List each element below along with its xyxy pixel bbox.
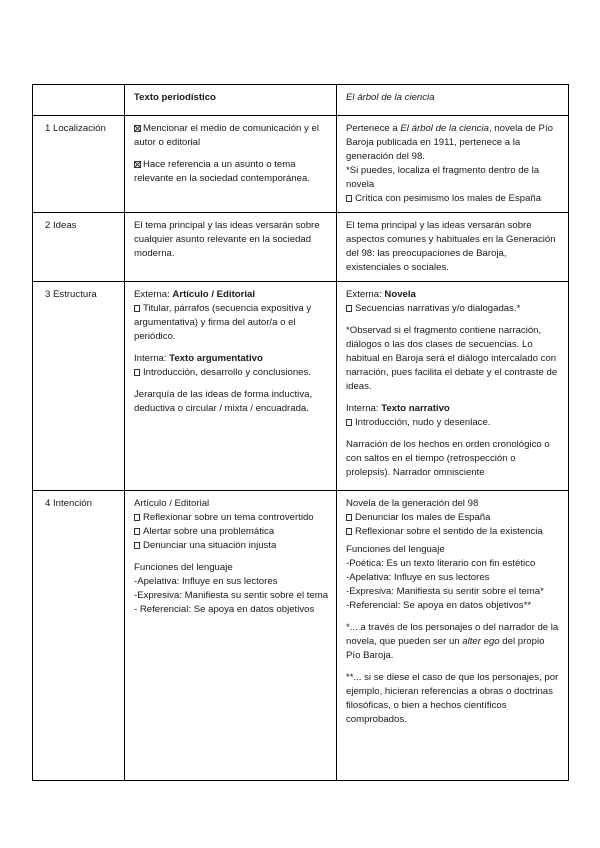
list-item: Titular, párrafos (secuencia expositiva y argumentativa) y firma del autor/a o el periódico. [134,303,312,342]
box-icon [346,514,352,521]
row-label-ideas: 2 Ideas [33,213,125,282]
box-icon [346,419,352,426]
box-icon [134,514,140,521]
row-label-localizacion: 1 Localización [33,116,125,213]
paragraph: Funciones del lenguaje [346,544,445,555]
cell-localizacion-periodistico [125,116,337,213]
cell-intencion-arbol [337,491,569,781]
paragraph: Pertenece a El árbol de la ciencia, novela de Pío Baroja publicada en 1911, pertenece a la generación del 98. [346,123,553,162]
paragraph: El tema principal y las ideas versarán sobre cualquier asunto relevante en la sociedad moderna. [134,220,320,259]
paragraph: Externa: Novela [346,289,416,300]
list-item: Reflexionar sobre un tema controvertido [134,511,329,525]
header-empty-cell [33,85,125,116]
list-item: Reflexionar sobre el sentido de la existencia [346,525,561,539]
paragraph: El tema principal y las ideas versarán sobre aspectos comunes y habituales en la Generación del 98: las preocupaciones de Baroja, existenciales o sociales. [346,220,556,273]
row-label-estructura: 3 Estructura [33,282,125,491]
box-icon [134,305,140,312]
checkbox-icon [134,125,141,132]
footnote: **... si se diese el caso de que los personajes, por ejemplo, hicieran referencias a obras o doctrinas filosóficas, o bien a hechos científicos comprobados. [346,672,559,725]
comparison-table [32,84,569,781]
row-intencion [33,491,569,781]
box-icon [134,542,140,549]
paragraph: *Observad si el fragmento contiene narración, diálogos o las dos clases de secuencias. Lo habitual en Baroja será el diálogo intercalado con narración, pues facilita el debate y el contraste de ideas. [346,325,558,392]
paragraph: Artículo / Editorial [134,498,210,509]
box-icon [134,528,140,535]
list-item: Introducción, nudo y desenlace. [346,416,561,430]
row-estructura [33,282,569,491]
box-icon [346,195,352,202]
row-localizacion [33,116,569,213]
paragraph: *Si puedes, localiza el fragmento dentro de la novela [346,165,540,190]
box-icon [346,305,352,312]
cell-intencion-periodistico [125,491,337,781]
list-item: Introducción, desarrollo y conclusiones. [134,366,329,380]
list-item: Alertar sobre una problemática [134,525,329,539]
checkbox-icon [134,161,141,168]
list-item: Hace referencia a un asunto o tema relevante en la sociedad contemporánea. [134,159,311,184]
paragraph: -Referencial: Se apoya en datos objetivos** [346,600,532,611]
footnote: *... a través de los personajes o del narrador de la novela, que pueden ser un alter ego del propio Pío Baroja. [346,622,559,661]
paragraph: -Poética: Es un texto literario con fin estético [346,558,536,569]
box-icon [134,369,140,376]
list-item: Denunciar una situación injusta [134,539,329,553]
header-row [33,85,569,116]
cell-ideas-arbol [337,213,569,282]
cell-estructura-periodistico [125,282,337,491]
list-item: Secuencias narrativas y/o dialogadas.* [346,302,561,316]
cell-localizacion-arbol [337,116,569,213]
paragraph: Externa: Artículo / Editorial [134,289,256,300]
paragraph: Narración de los hechos en orden cronológico o con saltos en el tiempo (retrospección o prolepsis). Narrador omnisciente [346,439,550,478]
paragraph: -Expresiva: Manifiesta su sentir sobre el tema - Referencial: Se apoya en datos objetivos [134,590,329,615]
paragraph: Interna: Texto narrativo [346,403,450,414]
row-ideas [33,213,569,282]
box-icon [346,528,352,535]
header-texto-periodistico: Texto periodístico [125,85,337,116]
list-item: Crítica con pesimismo los males de España [346,192,561,206]
paragraph: -Apelativa: Influye en sus lectores [134,576,278,587]
list-item: Denunciar los males de España [346,511,561,525]
row-label-intencion: 4 Intención [33,491,125,781]
cell-estructura-arbol [337,282,569,491]
list-item: Mencionar el medio de comunicación y el autor o editorial [134,123,319,148]
paragraph: Interna: Texto argumentativo [134,353,263,364]
paragraph: Novela de la generación del 98 [346,498,479,509]
paragraph: Funciones del lenguaje [134,562,233,573]
paragraph: -Apelativa: Influye en sus lectores [346,572,490,583]
cell-ideas-periodistico [125,213,337,282]
paragraph: -Expresiva: Manifiesta su sentir sobre el tema* [346,586,544,597]
paragraph: Jerarquía de las ideas de forma inductiva, deductiva o circular / mixta / encuadrada. [134,389,313,414]
header-arbol-ciencia: El árbol de la ciencia [337,85,569,116]
